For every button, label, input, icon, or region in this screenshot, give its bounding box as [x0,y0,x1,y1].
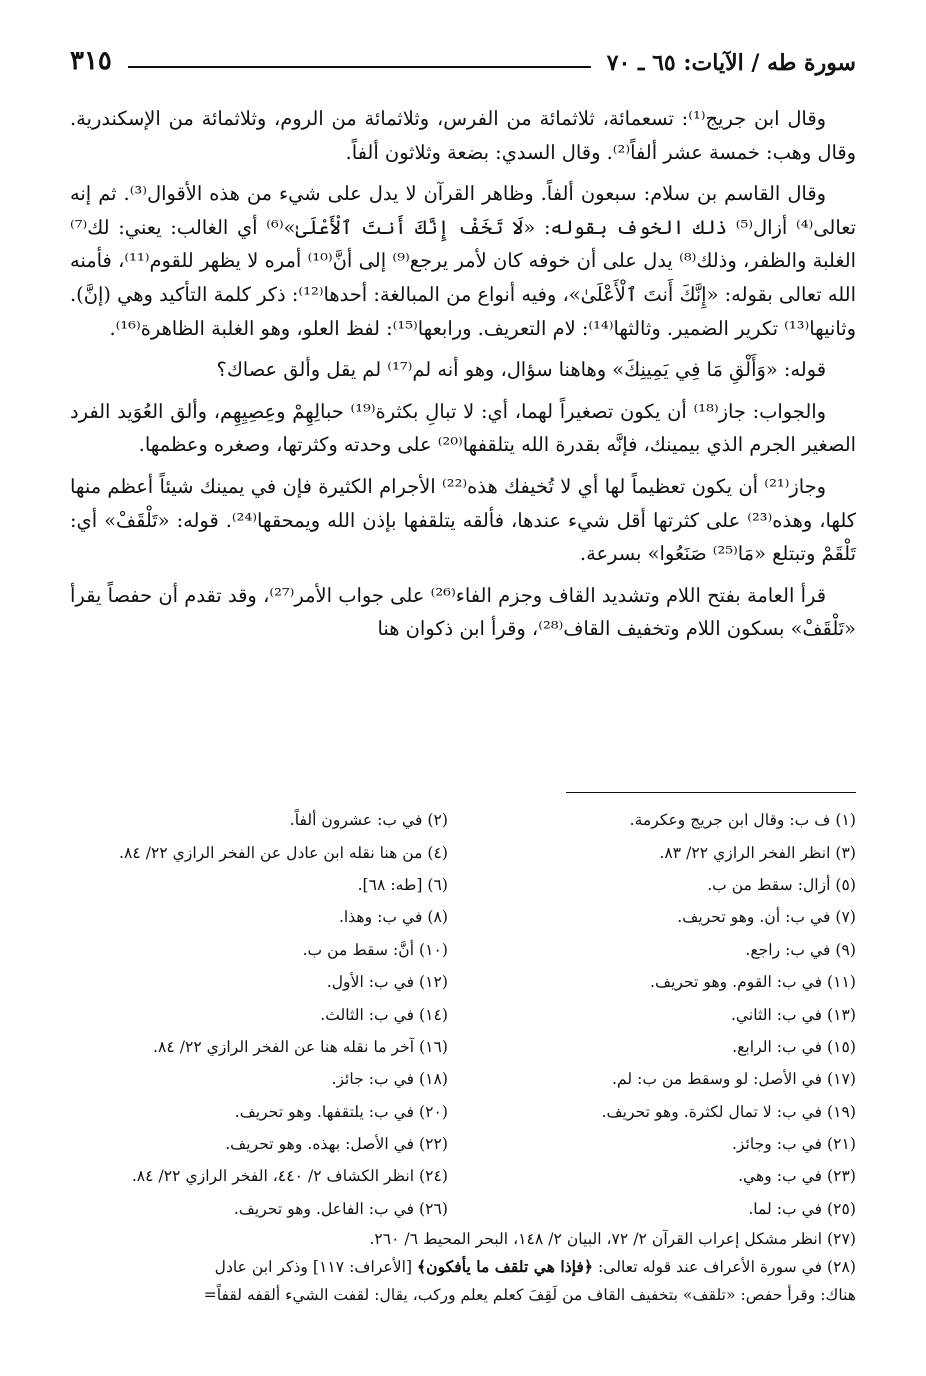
footnote: (٢٣) في ب: وهي. [738,1167,856,1186]
footnote: (٩) في ب: راجع. [745,940,856,959]
footnote: (١٩) في ب: لا تمال لكثرة. وهو تحريف. [601,1102,856,1121]
footnote: (٢٦) في ب: الفاعل. وهو تحريف. [233,1199,448,1218]
footnote-grid [80,804,856,1225]
footnote: (١٨) في ب: جائز. [331,1070,448,1089]
footnote: (٢٥) في ب: لما. [748,1199,856,1218]
footnote: (١٣) في ب: الثاني. [730,1005,856,1024]
footnote: (٦) [طه: ٦٨]. [357,875,448,894]
footnote-28-prefix: (٢٨) في سورة الأعراف عند قوله تعالى: [593,1258,856,1277]
footnote: (١) ف ب: وقال ابن جريج وعكرمة. [629,811,856,830]
footnote: (٢) في ب: عشرون ألفاً. [289,811,448,830]
footnote: (٣) انظر الفخر الرازي ٢٢/ ٨٣. [659,843,856,862]
footnote-separator [566,792,856,793]
footnote: (١٧) في الأصل: لو وسقط من ب: لم. [612,1070,856,1089]
footnote-28-suffix: [الأعراف: ١١٧] وذكر ابن عادل [214,1258,418,1277]
header-rule [128,66,591,68]
footnote-27: (٢٧) انظر مشكل إعراب القرآن ٢/ ٧٢، البيان ٢/ ١٤٨، البحر المحيط ٦/ ٢٦٠. [369,1230,856,1249]
page-header [70,30,856,76]
paragraph: وجاز⁽²¹⁾ أن يكون تعظيماً لها أي لا تُخيفك هذه⁽²²⁾ الأجرام الكثيرة فإن في يمينك شيئاً أعظم منها كلها، وهذه⁽²³⁾ على كثرتها أقل شيء عندها، فألقه يتلقفها بإذن الله ويمحقها⁽²⁴⁾. قوله: «تَلْقَفْ» أي: تَلْقَمْ وتبتلع «مَا⁽²⁵⁾ صَنَعُوا» بسرعة. [70,474,856,566]
paragraph: وقال ابن جريج⁽¹⁾: تسعمائة، ثلاثمائة من الفرس، وثلاثمائة من الروم، وثلاثمائة من الإسكندرية. وقال وهب: خمسة عشر ألفاً⁽²⁾. وقال السدي: بضعة وثلاثون ألفاً. [70,107,856,164]
page-number: ٣١٥ [70,46,112,76]
footnote: (٧) في ب: أن. وهو تحريف. [677,908,856,927]
paragraph: والجواب: جاز⁽¹⁸⁾ أن يكون تصغيراً لهما، أي: لا تبالِ بكثرة⁽¹⁹⁾ حبالِهِمْ وعِصِيِهِم، وألق العُوَيد الفرد الصغير الجرم الذي بيمينك، فإنَّه بقدرة الله يتلقفها⁽²⁰⁾ على وحدته وكثرتها، وصغره وعظمها. [70,399,856,457]
main-text [70,102,856,654]
paragraph: قرأ العامة بفتح اللام وتشديد القاف وجزم الفاء⁽²⁶⁾ على جواب الأمر⁽²⁷⁾، وقد تقدم أن حفصاً يقرأ «تَلْقَفْ» بسكون اللام وتخفيف القاف⁽²⁸⁾، وقرأ ابن ذكوان هنا [70,583,856,641]
footnote: (٤) من هنا نقله ابن عادل عن الفخر الرازي ٢٢/ ٨٤. [119,843,448,862]
paragraph: قوله: «وَأَلْقِ مَا فِي يَمِينِكَ» وهاهنا سؤال، وهو أنه لم⁽¹⁷⁾ لم يقل وألق عصاك؟ [216,358,826,382]
footnote: (١٦) آخر ما نقله هنا عن الفخر الرازي ٢٢/ ٨٤. [153,1037,448,1056]
footnotes [80,804,856,1309]
footnote: (١٠) أنَّ: سقط من ب. [302,940,448,959]
footnote-28-continuation: هناك: وقرأ حفص: «تلقف» بتخفيف القاف من لَقِفَ كعلم يعلم وركب، يقال: لقفت الشيء ألقفه لقفاً= [203,1286,856,1305]
quran-quote: ﴿فإذا هي تلقف ما يأفكون﴾ [417,1257,594,1277]
running-title: سورة طه / الآيات: ٦٥ ـ ٧٠ [606,50,856,76]
footnote: (٨) في ب: وهذا. [338,908,448,927]
footnote-28 [80,1253,856,1281]
footnote: (٢٠) في ب: يلتقفها. وهو تحريف. [234,1102,448,1121]
footnote: (٢٤) انظر الكشاف ٢/ ٤٤٠، الفخر الرازي ٢٢/ ٨٤. [131,1167,448,1186]
footnote: (١١) في ب: القوم. وهو تحريف. [649,973,856,992]
footnote: (١٤) في ب: الثالث. [320,1005,448,1024]
footnote: (٥) أزال: سقط من ب. [707,875,856,894]
footnote: (١٢) في ب: الأول. [326,973,448,992]
footnotes-full-width [80,1225,856,1309]
footnote: (٢٢) في الأصل: بهذه. وهو تحريف. [225,1135,448,1154]
footnote: (٢١) في ب: وجائز. [731,1135,856,1154]
paragraph: وقال القاسم بن سلام: سبعون ألفاً. وظاهر القرآن لا يدل على شيء من هذه الأقوال⁽³⁾. ثم إنه تعالى⁽⁴⁾ أزال⁽⁵⁾ ذلك الخوف بقوله: «لَا تَخَفْ إِنَّكَ أَنتَ ٱلْأَعْلَىٰ»⁽⁶⁾ أي الغالب: يعني: لك⁽⁷⁾ الغلبة والظفر، وذلك⁽⁸⁾ يدل على أن خوفه كان لأمر يرجع⁽⁹⁾ إلى أنَّ⁽¹⁰⁾ أمره لا يظهر للقوم⁽¹¹⁾، فأمنه الله تعالى بقوله: «إِنَّكَ أَنتَ ٱلْأَعْلَىٰ»، وفيه أنواع من المبالغة: أحدها⁽¹²⁾: ذكر كلمة التأكيد وهي (إنَّ). وثانيها⁽¹³⁾ تكرير الضمير. وثالثها⁽¹⁴⁾: لام التعريف. ورابعها⁽¹⁵⁾: لفظ العلو، وهو الغلبة الظاهرة⁽¹⁶⁾. [70,182,856,340]
footnote: (١٥) في ب: الرابع. [732,1037,856,1056]
